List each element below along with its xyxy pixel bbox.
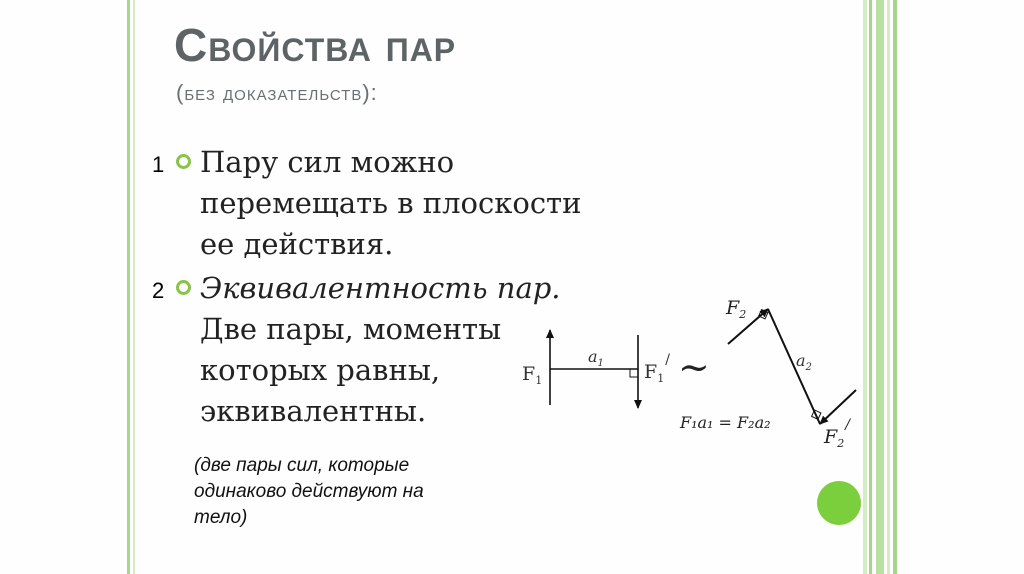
- left-couple: [522, 330, 670, 408]
- bullet-circle-icon: [176, 154, 191, 169]
- item-text: [200, 268, 561, 432]
- item-line: ее действия.: [200, 227, 394, 261]
- green-circle-decoration: [817, 481, 861, 525]
- item-line: эквивалентны.: [200, 394, 427, 428]
- item-line: Две пары, моменты: [200, 312, 502, 346]
- item-number: 1: [152, 152, 165, 177]
- right-border-band: [876, 0, 884, 574]
- item-line: которых равны,: [200, 353, 441, 387]
- right-border-line-2: [869, 0, 872, 574]
- label-a1: $a_1$: [588, 347, 604, 369]
- slide-title: Свойства пар: [174, 19, 457, 71]
- right-angle-mark: [630, 369, 638, 377]
- label-a2: $a_2$: [796, 351, 812, 373]
- bullet-circle-icon: [176, 280, 191, 295]
- item-text: [200, 142, 581, 265]
- force-f2-prime-arrow: [820, 390, 856, 424]
- left-border-line: [127, 0, 130, 574]
- note-text: (две пары сил, которые одинаково действуют на тело): [194, 455, 424, 528]
- label-f1: $F_1$: [522, 363, 543, 387]
- slide-subtitle: (без доказательств):: [176, 80, 378, 105]
- label-f1-prime: $F_1^/$: [644, 352, 670, 385]
- right-border-line-1: [863, 0, 867, 574]
- item-number: 2: [152, 278, 165, 303]
- label-f2-prime: $F_2^/$: [824, 417, 850, 450]
- item-heading: Эквивалентность пар.: [200, 271, 561, 305]
- force-couple-diagram: [510, 280, 860, 460]
- arm-a2-line: [768, 309, 820, 424]
- left-border-line-inner: [133, 0, 135, 574]
- item-line: Пару сил можно: [200, 145, 455, 179]
- equivalence-symbol: ~: [678, 345, 710, 389]
- right-border-line-4: [893, 0, 897, 574]
- moment-equation: F₁a₁ = F₂a₂: [680, 413, 771, 432]
- right-border-line-3: [887, 0, 890, 574]
- label-f2: $F_2$: [726, 297, 747, 321]
- item-line: перемещать в плоскости: [200, 186, 582, 220]
